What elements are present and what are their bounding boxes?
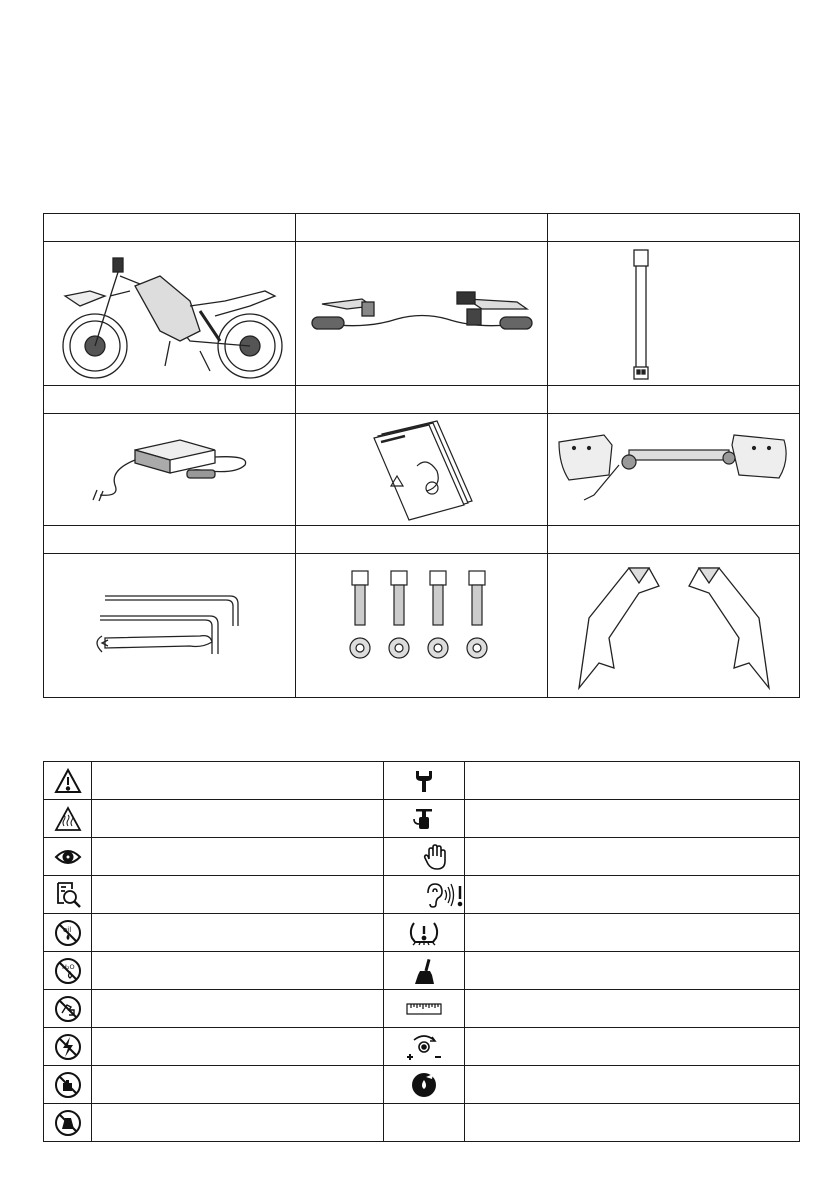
symbol-description <box>92 914 384 952</box>
part-cell-manual <box>296 414 548 526</box>
stand-bar-illustration <box>554 245 794 383</box>
symbol-description <box>465 1104 800 1142</box>
symbol-description <box>92 876 384 914</box>
part-cell-fairings <box>548 554 800 698</box>
part-label <box>548 386 800 414</box>
symbol-description <box>92 1028 384 1066</box>
empty-icon-cell <box>384 1104 465 1142</box>
parts-image-row <box>44 242 800 386</box>
symbol-row <box>44 1028 800 1066</box>
symbol-description <box>92 1066 384 1104</box>
parts-table <box>43 213 800 698</box>
svg-text:H₂O: H₂O <box>61 962 75 971</box>
symbol-description <box>465 914 800 952</box>
torque-adjust-icon <box>404 1032 444 1062</box>
svg-text:oil: oil <box>62 925 71 934</box>
manual-illustration <box>357 416 487 524</box>
symbol-description <box>92 762 384 800</box>
tools-illustration <box>90 586 250 666</box>
symbol-description <box>465 1066 800 1104</box>
symbol-description <box>465 838 800 876</box>
parts-image-row <box>44 414 800 526</box>
eye-icon <box>54 846 82 868</box>
fairings-illustration <box>569 558 779 693</box>
bolts-illustration <box>337 566 507 686</box>
no-touch-icon <box>54 1071 82 1099</box>
lubricate-icon <box>411 1072 437 1098</box>
symbol-description <box>92 1104 384 1142</box>
symbol-row <box>44 800 800 838</box>
parts-label-row <box>44 386 800 414</box>
parts-label-row <box>44 525 800 553</box>
part-label <box>296 525 548 553</box>
no-electric-shock-icon <box>54 1033 82 1061</box>
symbol-description <box>465 990 800 1028</box>
symbol-description <box>465 800 800 838</box>
symbol-row <box>44 914 800 952</box>
symbol-row <box>44 1066 800 1104</box>
no-oil-icon <box>54 919 82 947</box>
wrench-icon <box>411 768 437 794</box>
part-label <box>44 525 296 553</box>
ruler-icon <box>406 1002 442 1016</box>
symbol-description <box>465 1028 800 1066</box>
symbol-row <box>44 762 800 800</box>
no-step-icon <box>54 1109 82 1137</box>
symbol-description <box>465 762 800 800</box>
symbol-row <box>44 952 800 990</box>
symbol-description <box>92 800 384 838</box>
symbol-description <box>92 952 384 990</box>
symbols-table <box>43 761 800 1142</box>
part-cell-handlebar <box>296 242 548 386</box>
cleaning-brush-icon <box>412 957 436 985</box>
parts-label-row <box>44 214 800 242</box>
part-cell-footrest <box>548 414 800 526</box>
tire-pump-icon <box>411 806 437 832</box>
part-cell-tools <box>44 554 296 698</box>
symbol-description <box>92 990 384 1028</box>
inspect-icon <box>54 881 82 909</box>
symbol-row <box>44 838 800 876</box>
handlebar-illustration <box>307 284 537 344</box>
part-cell-stand-bar <box>548 242 800 386</box>
symbol-row <box>44 876 800 914</box>
part-cell-motorcycle <box>44 242 296 386</box>
no-pressure-wash-icon <box>54 995 82 1023</box>
no-water-icon <box>54 957 82 985</box>
symbol-row <box>44 1104 800 1142</box>
hot-surface-warning-icon <box>54 806 82 832</box>
part-label <box>44 386 296 414</box>
hand-icon <box>422 843 448 871</box>
warning-triangle-icon <box>54 768 82 794</box>
parts-image-row <box>44 554 800 698</box>
symbol-description <box>465 876 800 914</box>
symbol-row <box>44 990 800 1028</box>
motorcycle-illustration <box>50 246 290 382</box>
charger-illustration <box>85 425 255 515</box>
symbol-description <box>465 952 800 990</box>
part-label <box>548 214 800 242</box>
part-label <box>296 214 548 242</box>
part-cell-bolts <box>296 554 548 698</box>
tire-pressure-icon <box>407 920 441 946</box>
part-label <box>44 214 296 242</box>
symbol-description <box>92 838 384 876</box>
part-label <box>548 525 800 553</box>
part-label <box>296 386 548 414</box>
footrest-illustration <box>554 420 794 520</box>
part-cell-charger <box>44 414 296 526</box>
noise-warning-icon <box>424 881 464 909</box>
